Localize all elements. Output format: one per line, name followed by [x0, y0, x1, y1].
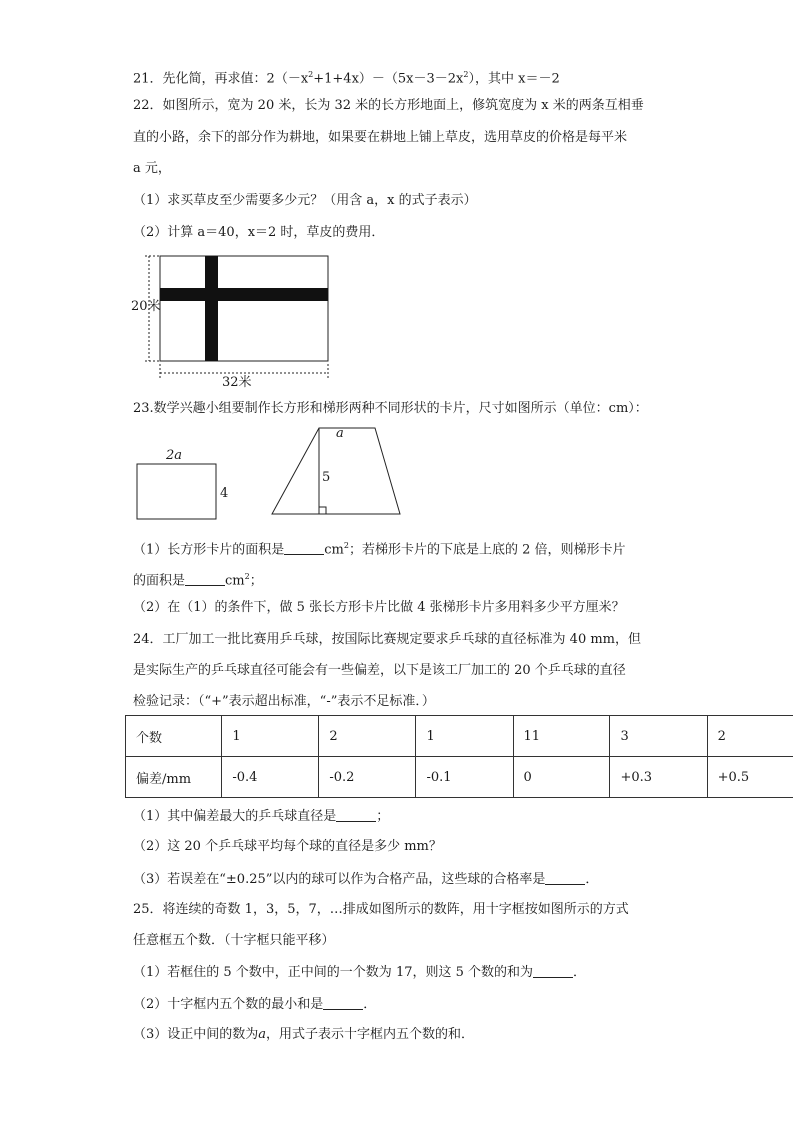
answer-blank[interactable]: [284, 540, 324, 555]
vertical-path: [205, 256, 218, 361]
deviation-table: [125, 715, 793, 798]
question-22-line-2: 直的小路，余下的部分作为耕地，如果要在耕地上铺上草皮，选用草皮的价格是每平米: [133, 130, 628, 145]
question-24-sub-2: （2）这 20 个乒乓球平均每个球的直径是多少 mm？: [133, 839, 442, 854]
question-24-sub-1: （1）其中偏差最大的乒乓球直径是 ；: [133, 809, 390, 824]
rectangle-card: [137, 464, 216, 519]
question-25-line-1: 25．将连续的奇数 1，3，5，7，…排成如图所示的数阵，用十字框按如图所示的方式: [133, 902, 629, 917]
question-23-sub-1-cont: 的面积是 $cm^2$；: [133, 572, 263, 589]
answer-blank[interactable]: [185, 571, 225, 586]
question-22-sub-2: （2）计算 a＝40，x＝2 时，草皮的费用．: [133, 225, 385, 240]
field-width-label: 32米: [222, 375, 252, 390]
table-row: [126, 757, 793, 798]
answer-blank[interactable]: [545, 870, 585, 885]
table-cell: 11: [513, 716, 610, 757]
table-cell: -0.2: [319, 757, 416, 798]
question-21: 21．先化简，再求值：$2(-x^2+1+4x)-(5x-3-2x^2)$，其中 x＝－2: [133, 70, 560, 87]
rect-side-label: 4: [220, 486, 229, 501]
table-cell: 2: [319, 716, 416, 757]
table-cell: 偏差/mm: [126, 757, 222, 798]
rect-top-label: 2a: [166, 448, 183, 463]
trap-height-label: 5: [322, 470, 331, 485]
question-25-sub-1: （1）若框住的 5 个数中，正中间的一个数为 17，则这 5 个数的和为 ．: [133, 965, 587, 980]
question-24-line-2: 是实际生产的乒乓球直径可能会有一些偏差，以下是该工厂加工的 20 个乒乓球的直径: [133, 663, 626, 678]
question-24-line-1: 24．工厂加工一批比赛用乒乓球，按国际比赛规定要求乒乓球的直径标准为 40 mm，但: [133, 632, 642, 647]
horizontal-path: [160, 288, 328, 301]
table-cell: 0: [513, 757, 610, 798]
table-cell: 1: [222, 716, 319, 757]
question-23-sub-1: （1）长方形卡片的面积是 $cm^2$；若梯形卡片的下底是上底的 2 倍，则梯形卡片: [133, 541, 626, 558]
answer-blank[interactable]: [533, 963, 573, 978]
question-25-sub-2: （2）十字框内五个数的最小和是 ．: [133, 997, 377, 1012]
question-22-line-1: 22．如图所示，宽为 20 米，长为 32 米的长方形地面上，修筑宽度为 x 米的两条互相垂: [133, 98, 644, 113]
table-cell: +0.5: [707, 757, 793, 798]
field-rect: [160, 256, 328, 361]
cards-figure: [130, 420, 420, 534]
question-24-sub-3: （3）若误差在“±0.25”以内的球可以作为合格产品，这些球的合格率是 ．: [133, 872, 599, 887]
table-cell: +0.3: [610, 757, 707, 798]
field-height-label: 20米: [131, 299, 161, 314]
table-cell: -0.1: [416, 757, 513, 798]
answer-blank[interactable]: [323, 995, 363, 1010]
trap-top-label: a: [336, 426, 344, 441]
table-cell: 1: [416, 716, 513, 757]
question-25-line-2: 任意框五个数．（十字框只能平移）: [133, 933, 335, 948]
question-24-line-3: 检验记录：（“+”表示超出标准，“-”表示不足标准．）: [133, 694, 435, 709]
answer-blank[interactable]: [336, 807, 376, 822]
table-cell: 2: [707, 716, 793, 757]
table-row: [126, 716, 793, 757]
question-25-sub-3: （3）设正中间的数为a，用式子表示十字框内五个数的和．: [133, 1027, 475, 1042]
table-cell: 3: [610, 716, 707, 757]
question-22-line-3: a 元，: [133, 161, 171, 176]
table-cell: 个数: [126, 716, 222, 757]
question-23-line-1: 23.数学兴趣小组要制作长方形和梯形两种不同形状的卡片，尺寸如图所示（单位：cm）：: [133, 401, 648, 416]
question-23-sub-2: （2）在（1）的条件下，做 5 张长方形卡片比做 4 张梯形卡片多用料多少平方厘米？: [133, 600, 625, 615]
question-22-sub-1: （1）求买草皮至少需要多少元？（用含 a，x 的式子表示）: [133, 193, 477, 208]
table-cell: -0.4: [222, 757, 319, 798]
